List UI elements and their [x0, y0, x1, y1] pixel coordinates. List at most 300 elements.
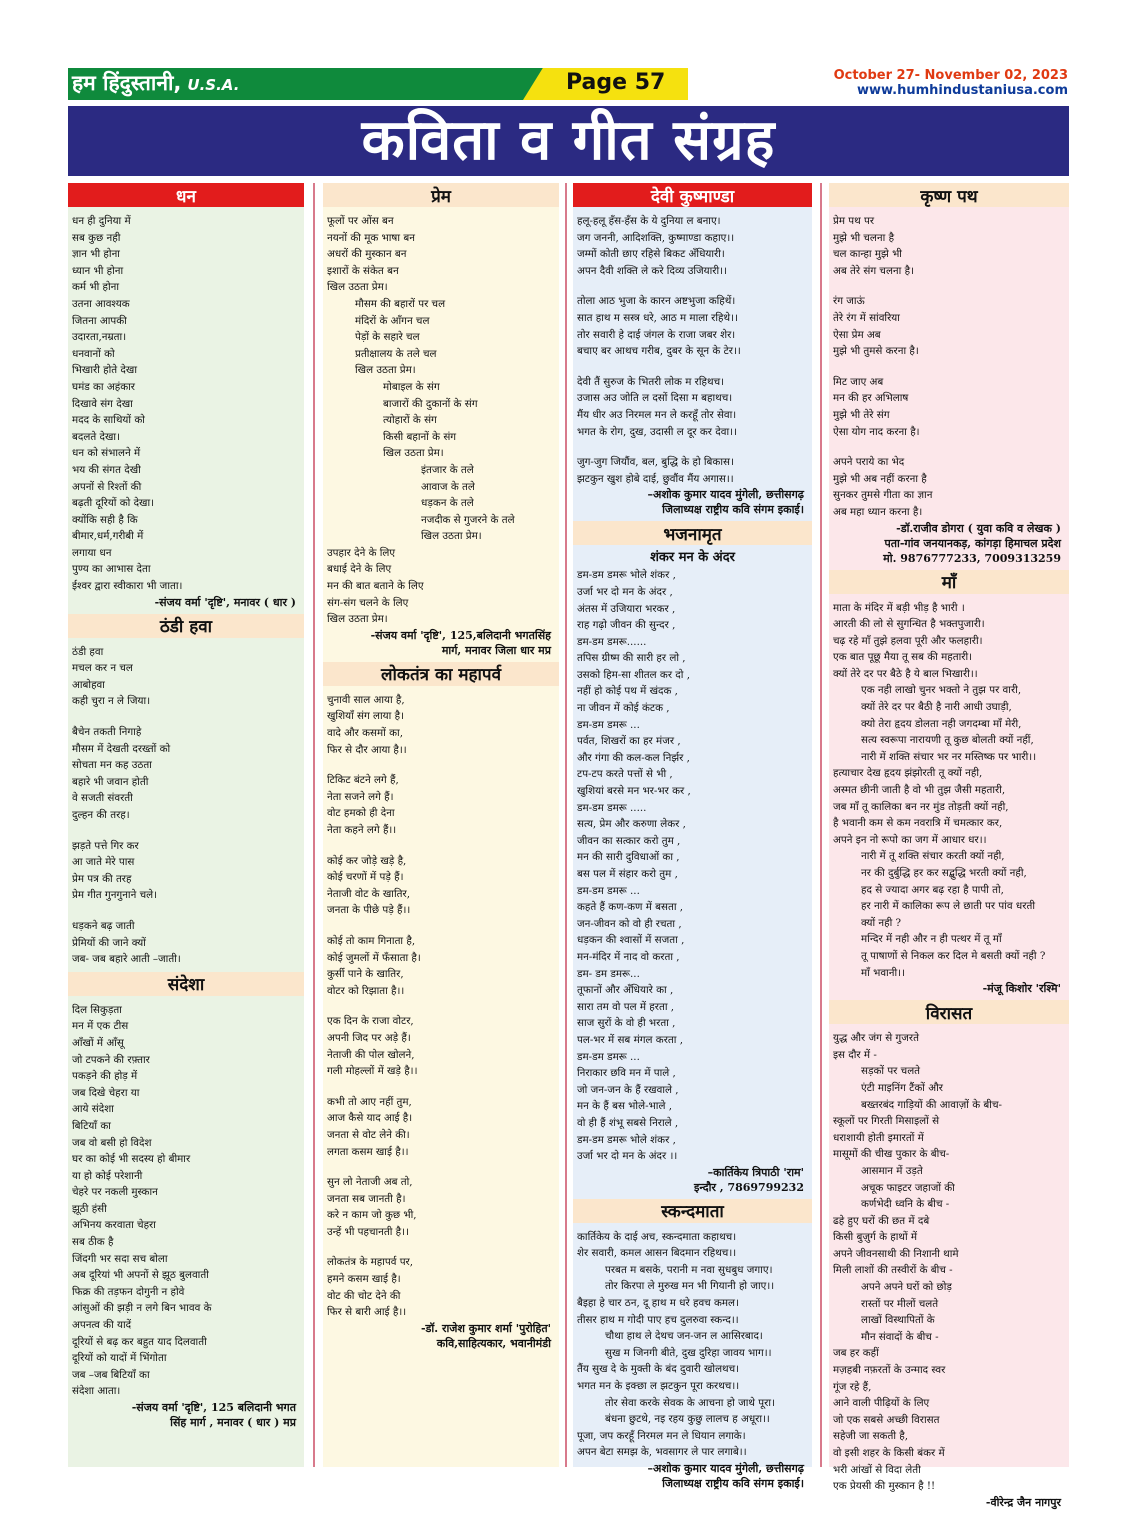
poem-line: चल कान्हा मुझे भी [833, 248, 902, 261]
poem-line: वो ही हैं शंभू सबसे निराले , [577, 1116, 679, 1129]
poem-line: लगता कसम खाई है।। [327, 1145, 409, 1158]
poem-line: अपन दैवी शक्ति ले करे दिव्य उजियारी।। [577, 264, 727, 277]
poem-line: या हो कोई परेशानी [72, 1169, 143, 1182]
poem-line: माता के मंदिर में बड़ी भीड़ है भारी । [833, 601, 965, 614]
poem-line: कोई चरणों में पड़े हैं। [327, 871, 404, 884]
poem-line: मुझे भी तुमसे करना है। [833, 345, 919, 358]
poem-line: डम-डम डमरू ... [577, 1050, 640, 1063]
poem-signature: -डॉ.राजीव डोगरा ( युवा कवि व लेखक ) [896, 521, 1061, 535]
column-1 [68, 183, 304, 1467]
poem-signature: –अशोक कुमार यादव मुंगेली, छत्तीसगढ़ [647, 488, 804, 502]
banner-title: कविता व गीत संग्रह [361, 108, 776, 173]
poem-line: अब दूरियां भी अपनों से झूठ बुलवाती [72, 1269, 209, 1282]
poem-line: कही चुरा न ले जिया। [72, 695, 151, 708]
poem-line: धन ही दुनिया में [72, 215, 131, 227]
poem-line: अब महा ध्यान करना है। [833, 505, 923, 518]
stanza-gap [327, 1160, 555, 1174]
poem-line: मौन संवादों के बीच - [861, 1330, 939, 1343]
poem-dhan [68, 207, 304, 614]
poem-line: सड़कों पर चलते [861, 1065, 921, 1078]
poem-shankar [573, 567, 812, 1198]
poem-line: उदारता,नम्रता। [72, 331, 127, 344]
poem-line: झूठी हंसी [72, 1202, 107, 1215]
poem-signature: –कार्तिकेय त्रिपाठी 'राम' [707, 1165, 804, 1179]
poem-signature-address: सिंह मार्ग , मनावर ( धार ) मप्र [170, 1416, 296, 1429]
poem-line: नजदीक से गुजरने के तले [421, 513, 515, 526]
poem-signature-address: जिलाध्यक्ष राष्ट्रीय कवि संगम इकाई। [662, 503, 804, 517]
poem-line: पुण्य का आभास देता [72, 563, 151, 576]
poem-signature-address: इन्दौर , 7869799232 [693, 1180, 804, 1194]
poem-line: कभी तो आए नहीं तुम, [327, 1095, 412, 1108]
poem-line: जो एक सबसे अच्छी विरासत [833, 1413, 940, 1426]
poem-line: तोला आठ भुजा के कारन अष्टभुजा कहिथें। [577, 295, 736, 308]
poem-line: डम-डम डमरू ... [577, 718, 640, 731]
poem-line: आसमान में उड़ते [861, 1164, 923, 1177]
poem-line: वोटर को रिझाता है।। [327, 984, 405, 997]
poem-line: भिखारी होते देखा [72, 364, 137, 377]
poem-line: पूजा, जप करहूँ निरमल मन ले धियान लगाके। [577, 1429, 746, 1442]
poem-line: उपहार देने के लिए [327, 546, 396, 559]
poem-signature-address: जिलाध्यक्ष राष्ट्रीय कवि संगम इकाई। [662, 1477, 804, 1490]
poem-line: जीवन का सत्कार करो तुम , [577, 834, 681, 847]
poem-line: हमने कसम खाई है। [327, 1273, 401, 1286]
stanza-gap [833, 279, 1065, 293]
poem-line: दिल सिकुड़ता [72, 1003, 122, 1016]
stanza-gap [327, 919, 555, 933]
poem-line: ऐसा योग नाद करना है। [833, 425, 920, 438]
poem-line: आ जाते मेरे पास [72, 856, 135, 869]
poem-line: दूरियों से बढ़ कर बहुत याद दिलवाती [72, 1335, 207, 1348]
poem-line: दुल्हन की तरह। [72, 809, 130, 821]
poem-line: अपनों से रिश्तों की [72, 480, 142, 493]
poem-line: फूलों पर ओंस बन [327, 215, 394, 227]
poem-signature: -वीरेन्द्र जैन नागपुर [985, 1495, 1061, 1509]
poem-line: सत्य, प्रेम और करुणा लेकर , [577, 818, 686, 831]
poem-line: स्कूलों पर गिरती मिसाइलों से [833, 1115, 940, 1128]
stanza-gap [327, 1240, 555, 1254]
poem-line: करे न काम जो कुछ भी, [327, 1209, 417, 1222]
poem-line: पल-भर में सब मंगल करता , [577, 1033, 683, 1046]
poem-title-dhan: धन [68, 183, 304, 207]
poem-line: लगाया धन [72, 546, 112, 559]
poem-line: मन की हर अभिलाष [833, 392, 909, 405]
poem-line: बैइहा हे चार ठन, दू हाथ म धरे हवच कमल। [577, 1297, 739, 1310]
poem-line: अंतस में उजियारा भरकर , [577, 602, 676, 615]
poem-line: मन के हैं बस भोले-भाले , [577, 1100, 672, 1113]
poem-signature: -संजय वर्मा 'दृष्टि', 125,बलिदानी भगतसिंह [370, 628, 551, 642]
poem-line: जन-जीवन को वो ही रचता , [577, 917, 682, 930]
poem-line: संदेशा आता। [72, 1385, 121, 1398]
poem-line: अस्मत छीनी जाती है वो भी तुझ जैसी महतारी, [833, 784, 1006, 797]
poem-subtitle: शंकर मन के अंदर [650, 550, 735, 566]
poem-line: एक नही लाखो चुनर भक्तो ने तुझ पर वारी, [861, 684, 1022, 697]
poem-line: जब माँ तू कालिका बन नर मुंड तोड़ती क्यों नही, [833, 800, 1009, 813]
poem-line: सहेजी जा सकती है, [833, 1430, 909, 1443]
poem-krishna-path [829, 207, 1069, 570]
stanza-gap [577, 360, 808, 374]
poem-line: तोर सवारी हे दाई जंगल के राजा जबर शेर। [577, 328, 736, 341]
poem-line: वे सजती संवरती [72, 792, 133, 805]
poem-line: अपने अपने घरों को छोड़ [861, 1281, 952, 1294]
poem-line: सुन लो नेताजी अब तो, [327, 1176, 413, 1189]
poem-line: मन की सारी दुविधाओं का , [577, 851, 680, 864]
poem-line: जब दिखे चेहरा या [72, 1086, 140, 1099]
column-3 [573, 183, 812, 1490]
poem-line: नर की दुर्बुद्धि हर कर सद्बुद्धि भरती क्यों नही, [861, 867, 1027, 879]
poem-line: ना जीवन में कोई कंटक , [577, 702, 670, 715]
poem-line: जब वो बसी हो विदेश [72, 1136, 152, 1149]
poem-line: मौसम की बहारों पर चल [355, 297, 446, 310]
poem-line: प्रेम पत्र की तरह [72, 872, 132, 885]
poem-line: दूरियों को यादों में भिंगोता [72, 1352, 167, 1365]
poem-line: पकड़ने की होड़ में [72, 1070, 138, 1083]
poem-line: नारी में तू शक्ति संचार करती क्यों नही, [861, 850, 1005, 863]
poem-line: नहीं हो कोई पथ में खंदक , [577, 685, 678, 698]
poem-line: घर का कोई भी सदस्य हो बीमार [72, 1153, 191, 1166]
poem-line: ठंडी हवा [72, 645, 104, 658]
poem-line: नारी में शक्ति संचार भर नर मस्तिष्क पर भारी।। [861, 750, 1037, 763]
poem-line: गली मोहल्लों में खड़े है।। [327, 1065, 418, 1078]
poem-line: राह गढ़ो जीवन की सुन्दर , [577, 619, 676, 632]
poem-line: वो इसी शहर के किसी बंकर में [833, 1447, 945, 1459]
poem-line: अपनी जिद पर अड़े हैं। [327, 1031, 411, 1044]
poem-line: खिल उठता प्रेम। [327, 281, 388, 294]
poem-line: क्यों नही ? [861, 916, 902, 929]
poem-skandmata [573, 1223, 812, 1495]
column-divider [820, 183, 822, 1467]
stanza-gap [72, 904, 300, 918]
poem-line: सब ठीक है [72, 1236, 114, 1249]
poem-line: ज्ञान भी होना [72, 248, 120, 261]
poem-line: मुझे भी तेरे संग [833, 408, 890, 421]
masthead-bar [68, 68, 688, 100]
stanza-gap [327, 758, 555, 772]
poem-title-virasat: विरासत [829, 1000, 1069, 1024]
poem-signature-phone: मो. 9876777233, 7009313259 [883, 551, 1061, 565]
poem-line: हलू-हलू हँस-हँस के ये दुनिया ल बनाए। [577, 215, 721, 227]
poem-line: वोट की चोट देने की [327, 1289, 401, 1302]
poem-line: उतना आवश्यक [72, 297, 130, 310]
poem-line: तपिस ग्रीष्म की सारी हर लो , [577, 652, 686, 665]
poem-line: फिर से दौर आया है।। [327, 743, 407, 756]
poem-signature: -मंजू किशोर 'रश्मि' [982, 982, 1061, 996]
poem-line: लोकतंत्र के महापर्व पर, [327, 1256, 414, 1269]
poem-line: मुझे भी अब नहीं करना है [833, 472, 927, 485]
poem-line: आरती की लो से सुगन्धित है भक्तपुजारी। [833, 618, 985, 631]
website-link[interactable]: www.humhindustaniusa.com [856, 83, 1068, 98]
poem-line: युद्ध और जंग से गुजरते [833, 1032, 919, 1045]
poem-line: तेरे रंग में सांवरिया [833, 311, 900, 324]
poem-line: तू पाषाणों से निकल कर दिल मे बसती क्यों नही ? [861, 949, 1046, 962]
poem-line: डम- डम डमरू... [577, 967, 640, 980]
poem-line: उर्जा भर दो मन के अंदर ।। [577, 1150, 678, 1163]
poem-line: जब –जब बिटियाँ का [72, 1368, 150, 1381]
poem-line: हद से ज्यादा अगर बढ़ रहा है पापी तो, [861, 883, 1004, 896]
poem-line: तैंय सुख दे के मुक्ती के बंद दुवारी खोलथच। [577, 1363, 740, 1376]
poem-line: एक प्रेयसी की मुस्कान है !! [833, 1480, 936, 1493]
poem-title-maa: माँ [829, 570, 1069, 594]
poem-line: कहते हैं कण-कण में बसता , [577, 901, 684, 914]
poem-line: बस पल में संहार करो तुम , [577, 868, 678, 880]
poem-line: क्यो तेरा हृदय डोलता नही जगदम्बा माँ मेरी, [861, 717, 1022, 730]
poem-line: एंटी माइनिंग टैंकों और [861, 1081, 943, 1094]
poem-line: धराशायी होती इमारतों में [833, 1131, 924, 1144]
poem-line: फिक्र की तड़फन दोगुनी न होवे [72, 1285, 185, 1298]
poem-line: खिल उठता प्रेम। [421, 530, 482, 543]
poem-line: बैचेन तकती निगाहे [72, 726, 142, 739]
poem-line: मंदिरों के आँगन चल [355, 314, 430, 327]
poem-line: कर्म भी होना [72, 281, 120, 294]
poem-signature-address: कवि,साहित्यकार, भवानीमंडी [436, 1336, 551, 1350]
poem-line: बाजारों की दुकानों के संग [383, 397, 478, 410]
poem-title-devi-kushmanda: देवी कुष्माण्डा [573, 183, 812, 207]
poem-line: जितना आपकी [72, 314, 127, 327]
poem-line: तीसर हाथ म गोदी पाए हच दुलरुवा स्कन्द।। [577, 1313, 739, 1326]
poem-line: कोई तो काम गिनाता है, [327, 934, 416, 947]
poem-line: गूंज रहे हैं, [833, 1380, 872, 1393]
poem-line: शेर सवारी, कमल आसन बिदमान रहिथच।। [577, 1247, 737, 1260]
poem-line: ध्यान भी होना [72, 264, 124, 277]
poem-line: खुशियां बरसे मन भर-भर कर , [577, 785, 691, 798]
poem-line: डम-डम डमरू...... [577, 635, 647, 648]
poem-title-skandmata: स्कन्दमाता [573, 1199, 812, 1223]
poem-line: बख्तरबंद गाड़ियों की आवाज़ों के बीच- [861, 1098, 1002, 1111]
poem-line: बधाई देने के लिए [327, 563, 392, 576]
poem-line: डम-डम डमरू ... [577, 884, 640, 897]
poem-title-bhajanamrit: भजनामृत [573, 521, 812, 545]
poem-line: कुर्सी पाने के खातिर, [327, 968, 404, 981]
poem-line: तोर किरपा ले मुरुख मन भी गियानी हो जाए।। [605, 1280, 775, 1293]
poem-line: अधरों की मुस्कान बन [327, 248, 407, 261]
poem-line: जग जननी, आदिशक्ति, कुष्माण्डा कहाए।। [577, 231, 735, 244]
poem-line: उसको हिम-सा शीतल कर दो , [577, 668, 690, 681]
section-banner [68, 106, 1069, 176]
poem-line: जनता से वोट लेने की। [327, 1128, 410, 1141]
poem-line: मज़हबी नफ़रतों के उन्माद स्वर [833, 1364, 946, 1377]
poem-prem [323, 207, 559, 662]
stanza-gap [327, 1080, 555, 1094]
poem-thandi-hawa [68, 638, 304, 972]
poem-line: बीमार,धर्म,गरीबी में [72, 530, 144, 543]
poem-line: मन-मंदिर में नाद वो करता , [577, 950, 680, 963]
poem-line: बंधना छुटथे, नइ रहय कुछु लालच ह अधूरा।। [605, 1413, 770, 1426]
poem-line: जिंदगी भर सदा सच बोला [72, 1252, 168, 1265]
poem-title-prem: प्रेम [323, 183, 559, 207]
poem-line: क्यों तेरे दर पर बैठे है ये बाल भिखारी।। [833, 667, 978, 680]
poem-line: सोचता मन कह उठता [72, 759, 152, 772]
poem-line: जम्मों कोती छाए रहिसे बिकट अँधियारी। [577, 248, 725, 261]
poem-line: धड़कन की श्वासों में सजता , [577, 934, 685, 947]
poem-line: अपने इन नो रूपो का जग में आधार धर।। [833, 833, 987, 846]
stanza-gap [577, 279, 808, 293]
poem-line: चौथा हाथ ले देथच जन-जन ल आसिरबाद। [605, 1330, 763, 1343]
poem-line: आज कैसे याद आई है। [327, 1112, 413, 1125]
poem-line: सब कुछ नही [72, 231, 121, 244]
poem-line: बढ़ती दूरियों को देखा। [72, 497, 155, 510]
poem-line: टप-टप करते पत्तों से भी , [577, 768, 673, 781]
poem-line: धन को संभालने में [72, 447, 141, 460]
poem-line: टिकिट बंटने लगे हैं, [327, 774, 399, 787]
poem-line: खिल उठता प्रेम। [355, 364, 416, 377]
poem-line: मोबाइल के संग [383, 380, 440, 393]
poem-line: खिल उठता प्रेम। [383, 447, 444, 460]
page-number: Page 57 [566, 70, 666, 95]
poem-signature: -संजय वर्मा 'दृष्टि', 125 बलिदानी भगत [131, 1401, 296, 1414]
poem-line: पर्वत, शिखरों का हर मंजर , [577, 735, 681, 748]
stanza-gap [72, 824, 300, 838]
poem-line: सत्य स्वरूपा नारायणी तू कुछ बोलती क्यों नहीं, [861, 734, 1034, 747]
poem-line: आने वाली पीढ़ियों के लिए [833, 1397, 930, 1410]
poem-line: तूफानों और अँधियारे का , [577, 984, 674, 997]
poem-line: रास्तों पर मीलों चलते [861, 1297, 939, 1310]
poem-line: जो टपकने की रफ़्तार [72, 1053, 150, 1066]
poem-line: भगत मन के इक्छा ल झटकुन पूरा करथच।। [577, 1380, 740, 1393]
poem-line: जुग-जुग जियौंव, बल, बुद्धि के हो बिकास। [577, 456, 734, 469]
poem-line: कार्तिकेय के दाई अच, स्कन्दमाता कहाथच। [577, 1230, 737, 1243]
poem-line: सुख म जिनगी बीते, दुख दुरिहा जावय भाग।। [605, 1346, 772, 1359]
poem-line: मासूमों की चीख पुकार के बीच- [833, 1148, 950, 1161]
poem-line: भय की संगत देखी [72, 463, 141, 476]
poem-signature: -संजय वर्मा 'दृष्टि', मनावर ( धार ) [154, 595, 296, 609]
poem-line: ढहे हुए घरों की छत में दबे [833, 1214, 930, 1227]
poem-title-sandesha: संदेशा [68, 972, 304, 996]
poem-line: घमंड का अहंकार [72, 380, 135, 393]
poem-line: मौसम में देखती दरख्तों को [72, 742, 171, 755]
poem-line: माँ भवानी।। [861, 966, 905, 979]
stanza-gap [833, 440, 1065, 454]
poem-line: प्रतीक्षालय के तले चल [355, 347, 437, 360]
poem-title-thandi-hawa: ठंडी हवा [68, 614, 304, 638]
poem-line: प्रेम गीत गुनगुनाने चले। [72, 889, 157, 902]
poem-line: भगत के रोग, दुख, उदासी ल दूर कर देवा।। [577, 425, 737, 438]
poem-line: डम-डम डमरू ..... [577, 801, 647, 814]
poem-line: बिटियाँ का [72, 1119, 111, 1132]
poem-line: जो जन-जन के हैं रखवाले , [577, 1083, 679, 1096]
poem-line: आवाज के तले [421, 480, 475, 493]
poem-line: जनता सब जानती है। [327, 1192, 406, 1205]
poem-line: चुनावी साल आया है, [327, 693, 405, 706]
poem-line: आंसुओं की झड़ी न लगे बिन भावव के [72, 1302, 212, 1315]
stanza-gap [577, 440, 808, 454]
poem-line: संग-संग चलने के लिए [327, 596, 409, 609]
poem-line: झटकुन खुश होबे दाई, छुवौंव मैंय अगास।। [577, 472, 734, 485]
poem-line: नयनों की मूक भाषा बन [327, 231, 415, 244]
stanza-gap [327, 839, 555, 853]
poem-line: रंग जाऊं [833, 295, 865, 308]
poem-signature: –अशोक कुमार यादव मुंगेली, छत्तीसगढ़ [647, 1462, 804, 1475]
poem-line: उजास अउ जोति ल दसों दिसा म बहाथच। [577, 392, 733, 405]
poem-maa [829, 594, 1069, 1001]
poem-line: प्रेमियों की जाने क्यों [72, 936, 146, 949]
poem-line: वादे और कसमों का, [327, 727, 403, 740]
stanza-gap [327, 999, 555, 1013]
poem-line: किसी बहानों के संग [383, 430, 457, 443]
poem-line: निराकार छवि मन में पाले , [577, 1067, 676, 1080]
poem-line: क्यों तेरे दर पर बैठी है नारी आधी उघाड़ी, [861, 701, 1012, 714]
poem-lokatantra [323, 686, 559, 1355]
poem-line: कोई कर जोड़े खड़े है, [327, 854, 407, 867]
column-divider [313, 183, 315, 1467]
poem-line: आँखों में आँसू [72, 1036, 124, 1049]
poem-line: मन की बात बताने के लिए [327, 580, 424, 593]
poem-line: सात हाथ म सस्त्र धरे, आठ म माला रहिथे।। [577, 311, 738, 324]
poem-virasat [829, 1024, 1069, 1514]
poem-line: फिर से बारी आई है।। [327, 1306, 407, 1319]
poem-line: अपनत्व की यादें [72, 1319, 132, 1332]
poem-line: मिली लाशों की तस्वीरों के बीच - [833, 1264, 953, 1277]
poem-line: जब- जब बहारे आती –जाती। [72, 953, 181, 966]
poem-line: मन्दिर में नही और न ही पत्थर में तू माँ [861, 933, 1002, 946]
poem-line: अचूक फाइटर जहाजों की [861, 1181, 955, 1194]
poem-signature-address: मार्ग, मनावर जिला धार मप्र [441, 643, 551, 657]
poem-line: नेता सजने लगे हैं। [327, 790, 394, 803]
poem-line: त्योहारों के संग [383, 414, 437, 427]
poem-line: सारा तम वो पल में हरता , [577, 1000, 675, 1013]
poem-line: वोट हमको ही देना [327, 807, 395, 820]
poem-line: ईश्वर द्वारा स्वीकारा भी जाता। [72, 580, 183, 593]
poem-line: मैंय धीर अउ निरमल मन ले करहूँ तोर सेवा। [577, 408, 737, 421]
publication-name: हम हिंदुस्तानी, U.S.A. [72, 71, 240, 95]
stanza-gap [833, 360, 1065, 374]
poem-line: आये संदेशा [72, 1103, 114, 1116]
poem-line: कोई जुमलों में फँसाता है। [327, 951, 421, 964]
poem-line: क्योंकि सही है कि [72, 513, 138, 526]
poem-line: बहारे भी जवान होती [72, 775, 149, 788]
stanza-gap [72, 710, 300, 724]
poem-line: नेताजी की पोल खोलने, [327, 1048, 415, 1061]
column-2 [323, 183, 559, 1467]
poem-line: हत्याचार देख हृदय झंझोरती तू क्यों नही, [833, 767, 983, 780]
poem-title-lokatantra: लोकतंत्र का महापर्व [323, 662, 559, 686]
poem-line: धड़कन के तले [421, 497, 474, 510]
poem-line: डम-डम डमरू भोले शंकर , [577, 569, 676, 582]
poem-line: अपने जीवनसाथी की निशानी थामे [833, 1247, 959, 1260]
poem-line: उर्जा भर दो मन के अंदर , [577, 585, 673, 598]
poem-line: सुनकर तुमसे गीता का ज्ञान [833, 489, 933, 502]
poem-signature-address: पता-गांव जनयानकड़, कांगड़ा हिमाचल प्रदेश [884, 536, 1061, 550]
poem-line: दिखावे संग देखा [72, 397, 133, 410]
poem-line: चेहरे पर नकली मुस्कान [72, 1186, 158, 1199]
poem-line: झड़ते पत्ते गिर कर [72, 839, 139, 852]
poem-line: इशारों के संकेत बन [327, 264, 399, 277]
poem-line: नेता कहने लगे हैं।। [327, 824, 397, 836]
poem-line: बदलते देखा। [72, 430, 120, 443]
poem-line: चढ़ रहे माँ तुझे हलवा पूरी और फलहारी। [833, 634, 983, 647]
issue-date: October 27- November 02, 2023 [833, 68, 1068, 83]
poem-line: खुशियाँ संग लाया है। [327, 710, 404, 723]
poem-line: प्रेम पथ पर [833, 215, 875, 227]
poem-line: लाखों विस्थापितों के [861, 1314, 935, 1327]
poem-line: अपन बेटा समझ के, भवसागर ले पार लगाबे।। [577, 1446, 747, 1459]
poem-line: पेड़ों के सहारे चल [355, 331, 420, 344]
poem-line: धड़कने बढ़ जाती [72, 919, 135, 932]
poem-line: भरी आंखों से विदा लेती [833, 1463, 921, 1476]
poem-line: अपने पराये का भेद [833, 456, 905, 469]
poem-line: कर्णभेदी ध्वनि के बीच - [861, 1198, 950, 1211]
poem-line: अब तेरे संग चलना है। [833, 264, 914, 277]
poem-line: आबोहवा [72, 678, 105, 691]
poem-line: नेताजी वोट के खातिर, [327, 887, 410, 900]
poem-line: जब हर कहीं [833, 1347, 879, 1360]
poem-line: धनवानों को [72, 347, 115, 360]
poem-line: किसी बुज़ुर्ग के हाथों में [833, 1231, 918, 1244]
poem-line: मदद के साथियों को [72, 414, 145, 427]
poem-title-krishna-path: कृष्ण पथ [829, 183, 1069, 207]
poem-line: खिल उठता प्रेम। [327, 613, 388, 626]
poem-line: साज सुरों के वो ही भरता , [577, 1017, 676, 1030]
poem-line: एक दिन के राजा वोटर, [327, 1015, 414, 1028]
poem-line: बचाए बर आथच गरीब, दुबर के सून के टेर।। [577, 345, 741, 358]
